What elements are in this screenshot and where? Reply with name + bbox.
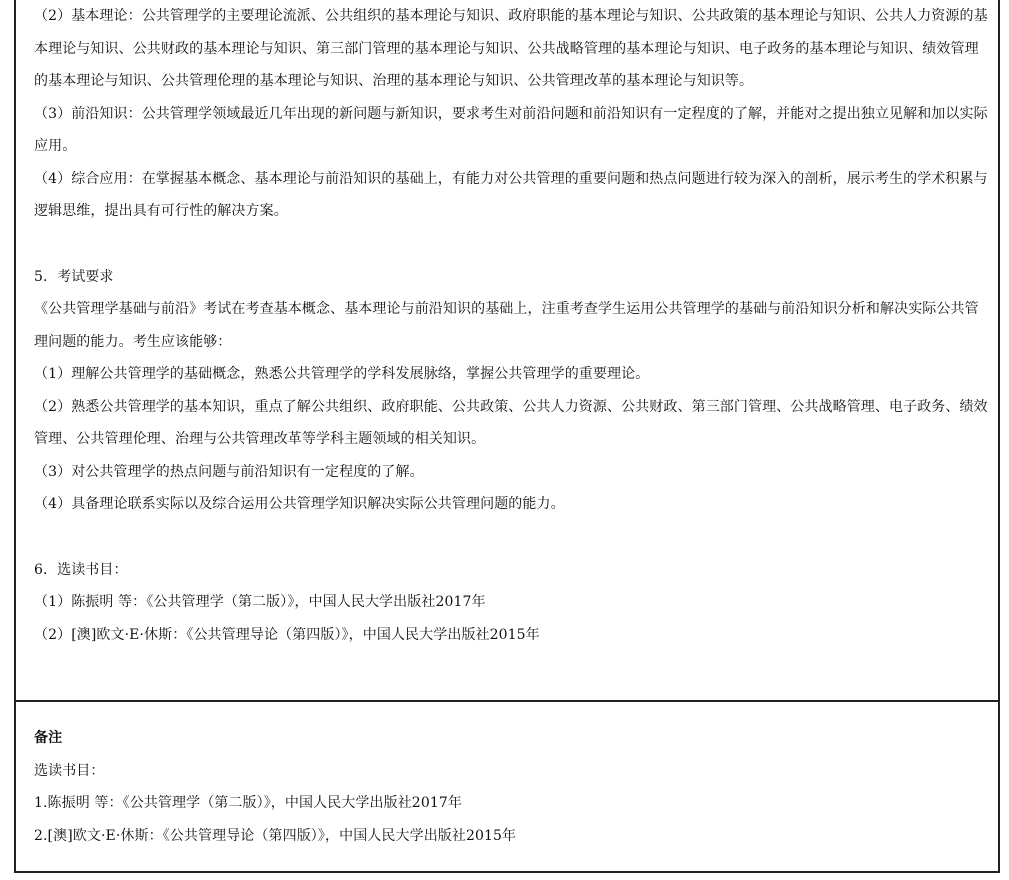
- exam-requirement-item: （3）对公共管理学的热点问题与前沿知识有一定程度的了解。: [34, 463, 424, 480]
- exam-requirement-item: （1）理解公共管理学的基础概念，熟悉公共管理学的学科发展脉络，掌握公共管理学的重要理论。: [34, 366, 650, 382]
- notes-reading-item: 2.[澳]欧文·E·休斯：《公共管理导论（第四版）》，中国人民大学出版社2015年: [34, 827, 517, 844]
- paragraph-basic-theory: （2）基本理论：公共管理学的主要理论流派、公共组织的基本理论与知识、政府职能的基本理论与知识、公共政策的基本理论与知识、公共人力资源的基本理论与知识、公共财政的基本理论与知识、第三部门管理的基本理论与知识、公共战略管理的基本理论与知识、电子政务的基本理论与知识、绩效管理的基本理论与知识、公共管理伦理的基本理论与知识、治理的基本理论与知识、公共管理改革的基本理论与知识等。: [34, 8, 988, 89]
- syllabus-content: [34, 0, 990, 651]
- syllabus-table: [14, 0, 1000, 873]
- reading-list-item: （2）[澳]欧文·E·休斯：《公共管理导论（第四版）》，中国人民大学出版社2015年: [34, 626, 540, 643]
- spacer: [34, 228, 990, 261]
- exam-requirements-intro: 《公共管理学基础与前沿》考试在考查基本概念、基本理论与前沿知识的基础上，注重考查学生运用公共管理学的基础与前沿知识分析和解决实际公共管理问题的能力。考生应该能够：: [34, 301, 979, 350]
- reading-list-item: （1）陈振明 等：《公共管理学（第二版）》，中国人民大学出版社2017年: [34, 594, 486, 610]
- syllabus-content-cell: [16, 0, 998, 702]
- notes-content: [34, 722, 990, 852]
- spacer: [34, 521, 990, 554]
- paragraph-comprehensive-application: （4）综合应用：在掌握基本概念、基本理论与前沿知识的基础上，有能力对公共管理的重要问题和热点问题进行较为深入的剖析，展示考生的学术积累与逻辑思维，提出具有可行性的解决方案。: [34, 170, 988, 219]
- exam-requirements-heading: 5．考试要求: [34, 268, 114, 285]
- exam-requirement-item: （4）具备理论联系实际以及综合运用公共管理学知识解决实际公共管理问题的能力。: [34, 496, 565, 512]
- notes-cell: [16, 702, 998, 871]
- reading-list-heading: 6．选读书目：: [34, 561, 128, 578]
- notes-subheading: 选读书目：: [34, 762, 105, 779]
- notes-reading-item: 1.陈振明 等：《公共管理学（第二版）》，中国人民大学出版社2017年: [34, 795, 462, 811]
- paragraph-frontier-knowledge: （3）前沿知识：公共管理学领域最近几年出现的新问题与新知识，要求考生对前沿问题和前沿知识有一定程度的了解，并能对之提出独立见解和加以实际应用。: [34, 105, 988, 154]
- exam-requirement-item: （2）熟悉公共管理学的基本知识，重点了解公共组织、政府职能、公共政策、公共人力资源、公共财政、第三部门管理、公共战略管理、电子政务、绩效管理、公共管理伦理、治理与公共管理改革等学科主题领域的相关知识。: [34, 398, 988, 447]
- notes-heading: 备注: [34, 730, 63, 746]
